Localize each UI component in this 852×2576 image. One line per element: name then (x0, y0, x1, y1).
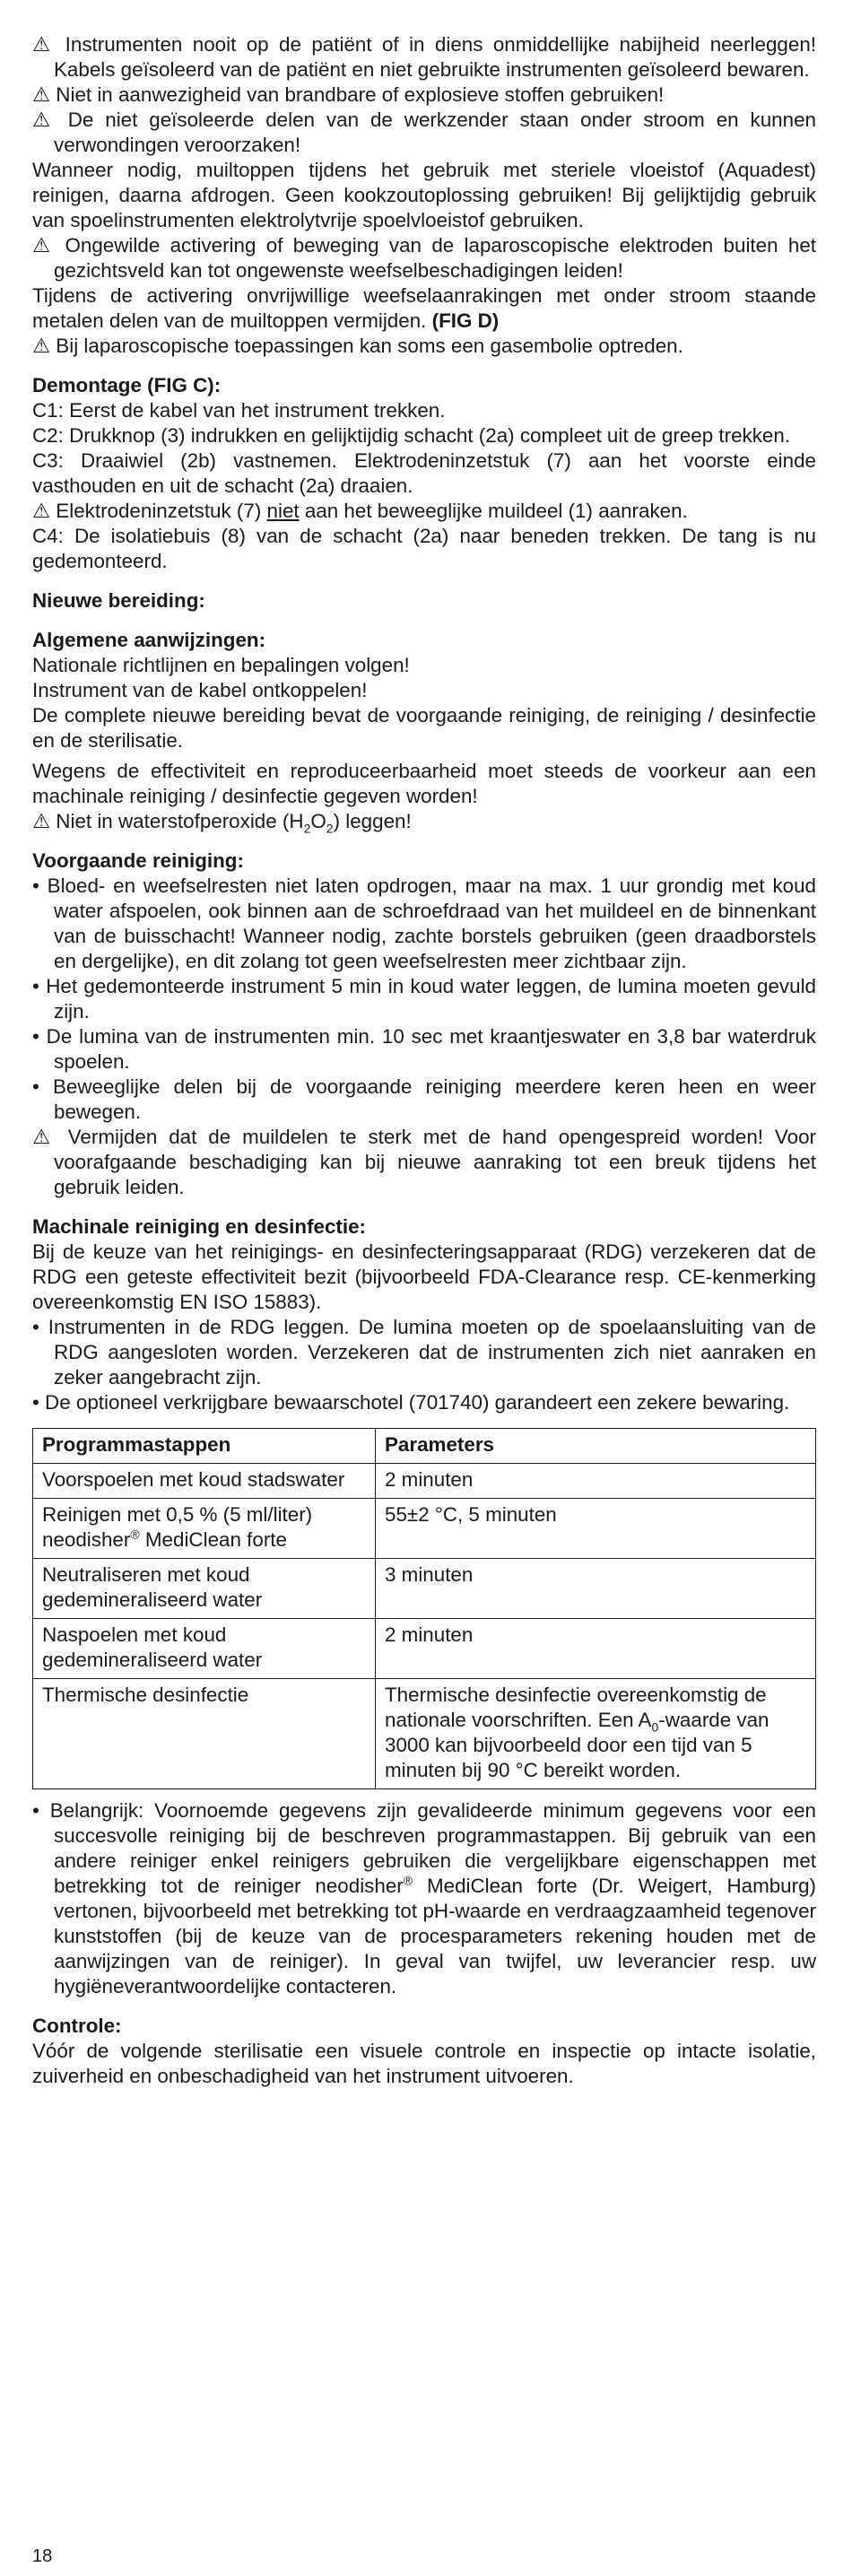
algemene-warning-peroxide (32, 809, 816, 834)
voorgaande-item-2: • Het gedemonteerde instrument 5 min in koud water leggen, de lumina moeten gevuld zijn. (32, 975, 816, 1023)
machinale-item-2: • De optioneel verkrijgbare bewaarschotel (701740) garandeert een zekere bewaring. (32, 1391, 790, 1414)
nieuwe-bereiding-heading: Nieuwe bereiding: (32, 589, 205, 612)
program-steps-table (32, 1428, 816, 1789)
cleaning-text-a: Reinigen met 0,5 % (5 ml/liter) neodisher (42, 1503, 313, 1551)
demontage-heading: Demontage (FIG C): (32, 374, 222, 396)
warning-flammable: ⚠ Niet in aanwezigheid van brandbare of explosieve stoffen gebruiken! (32, 83, 665, 106)
table-cell-step: Thermische desinfectie (33, 1679, 376, 1789)
fig-d-reference: (FIG D) (431, 309, 500, 332)
controle-heading: Controle: (32, 2015, 122, 2037)
manual-page (32, 32, 816, 2089)
peroxide-post: ) leggen! (333, 810, 412, 832)
table-cell-parameter: 55±2 °C, 5 minuten (376, 1499, 816, 1559)
voorgaande-item-1: • Bloed- en weefselresten niet laten opdrogen, maar na max. 1 uur grondig met koud water afspoelen, ook binnen aan de schroefdraad van het muildeel en de binnenkant van de buisschacht! Wanneer nodig, zachte borstels gebruiken (geen draadborstels en dergelijke), en dit zolang tot geen weefselresten meer zichtbaar zijn. (32, 875, 816, 972)
voorgaande-item-3: • De lumina van de instrumenten min. 10 sec met kraantjeswater en 3,8 bar waterdruk spoelen. (32, 1025, 816, 1073)
belangrijk-note (32, 1798, 816, 1999)
table-cell-parameter (376, 1679, 816, 1789)
paragraph-contact-text: Tijdens de activering onvrijwillige weefselaanrakingen met onder stroom staande metalen delen van de muiltoppen vermijden. (32, 284, 816, 332)
demontage-warning-underlined: niet (266, 500, 300, 522)
table-header-parameters: Parameters (376, 1429, 816, 1464)
table-row (33, 1559, 816, 1619)
voorgaande-heading: Voorgaande reiniging: (32, 849, 244, 872)
peroxide-sub-2: 2 (326, 821, 334, 836)
belangrijk-text-a: • Belangrijk: Voornoemde gegevens zijn gevalideerde minimum gegevens voor een succesvolle reiniging bij de beschreven programmastappen. Bij gebruik van een andere reiniger enkel reinigers gebruiken die vergelijkbare eigenschappen met betrekking tot de reiniger neodisher (32, 1799, 816, 1897)
peroxide-sub-1: 2 (303, 821, 311, 836)
a0-subscript: 0 (651, 1719, 659, 1735)
cleaning-text-b: MediClean forte (139, 1528, 287, 1551)
algemene-line-1: Nationale richtlijnen en bepalingen volgen! (32, 654, 410, 676)
machinale-intro: Bij de keuze van het reinigings- en desinfecteringsapparaat (RDG) verzekeren dat de RDG een geteste effectiviteit bezit (bijvoorbeeld FDA-Clearance resp. CE-kenmerking overeenkomstig EN ISO 15883). (32, 1240, 816, 1313)
demontage-step-c3: C3: Draaiwiel (2b) vastnemen. Elektrodeninzetstuk (7) aan het voorste einde vasthouden en uit de schacht (2a) draaien. (32, 449, 816, 497)
table-header-row (33, 1429, 816, 1464)
disinfection-text-a: Thermische desinfectie overeenkomstig de nationale voorschriften. Een A (385, 1684, 767, 1731)
belangrijk-text-b: MediClean forte (Dr. Weigert, Hamburg) vertonen, bijvoorbeeld met betrekking tot pH-waarde en verdraagzaamheid tegenover kunststoffen (bij de keuze van de procesparameters rekening houden met de aanwijzingen van de reiniger). In geval van twijfel, uw leverancier resp. uw hygiëneverantwoordelijke contacteren. (54, 1875, 816, 1997)
warning-instruments-placement: ⚠ Instrumenten nooit op de patiënt of in diens onmiddellijke nabijheid neerleggen! Kabels geïsoleerd van de patiënt en niet gebruikte instrumenten geïsoleerd bewaren. (32, 33, 816, 81)
paragraph-contact (32, 283, 816, 334)
warning-embolism: ⚠ Bij laparoscopische toepassingen kan soms een gasembolie optreden. (32, 335, 683, 357)
demontage-warning (32, 499, 816, 524)
voorgaande-item-4: • Beweeglijke delen bij de voorgaande reiniging meerdere keren heen en weer bewegen. (32, 1075, 816, 1123)
table-cell-parameter: 3 minuten (376, 1559, 816, 1619)
machinale-heading: Machinale reiniging en desinfectie: (32, 1215, 367, 1238)
table-cell-parameter: 2 minuten (376, 1619, 816, 1679)
table-row (33, 1679, 816, 1789)
warning-activation: ⚠ Ongewilde activering of beweging van de laparoscopische elektroden buiten het gezichtsveld kan tot ongewenste weefselbeschadigingen leiden! (32, 234, 816, 282)
page-number: 18 (32, 2546, 53, 2566)
algemene-heading: Algemene aanwijzingen: (32, 629, 266, 651)
table-row (33, 1464, 816, 1499)
warning-live-parts: ⚠ De niet geïsoleerde delen van de werkzender staan onder stroom en kunnen verwondingen veroorzaken! (32, 109, 816, 156)
table-cell-step: Neutraliseren met koud gedemineraliseerd water (33, 1559, 376, 1619)
table-cell-step (33, 1499, 376, 1559)
demontage-warning-post: aan het beweeglijke muildeel (1) aanraken. (299, 500, 688, 522)
demontage-warning-pre: ⚠ Elektrodeninzetstuk (7) (32, 500, 267, 522)
paragraph-rinse: Wanneer nodig, muiltoppen tijdens het gebruik met steriele vloeistof (Aquadest) reinigen, daarna afdrogen. Geen kookzoutoplossing gebruiken! Bij gelijktijdig gebruik van spoelinstrumenten elektrolytvrije spoelvloeistof gebruiken. (32, 159, 816, 231)
demontage-step-c4: C4: De isolatiebuis (8) van de schacht (2a) naar beneden trekken. De tang is nu gedemonteerd. (32, 525, 816, 572)
algemene-line-3: De complete nieuwe bereiding bevat de voorgaande reiniging, de reiniging / desinfectie en de sterilisatie. (32, 704, 816, 752)
registered-mark: ® (403, 1873, 413, 1888)
table-cell-step: Voorspoelen met koud stadswater (33, 1464, 376, 1499)
disinfection-text-b: -waarde van 3000 kan bijvoorbeeld door een tijd van 5 minuten bij 90 °C bereikt worden. (385, 1709, 769, 1781)
controle-text: Vóór de volgende sterilisatie een visuele controle en inspectie op intacte isolatie, zuiverheid en onbeschadigheid van het instrument uitvoeren. (32, 2040, 816, 2087)
machinale-item-1: • Instrumenten in de RDG leggen. De lumina moeten op de spoelaansluiting van de RDG aangesloten worden. Verzekeren dat de instrumenten zich niet aanraken en zeker aangebracht zijn. (32, 1316, 816, 1388)
peroxide-mid: O (310, 810, 326, 832)
demontage-step-c2: C2: Drukknop (3) indrukken en gelijktijdig schacht (2a) compleet uit de greep trekken. (32, 424, 791, 447)
peroxide-pre: ⚠ Niet in waterstofperoxide (H (32, 810, 304, 832)
demontage-step-c1: C1: Eerst de kabel van het instrument trekken. (32, 399, 446, 422)
registered-mark: ® (130, 1527, 140, 1542)
table-row (33, 1499, 816, 1559)
table-cell-parameter: 2 minuten (376, 1464, 816, 1499)
table-cell-step: Naspoelen met koud gedemineraliseerd water (33, 1619, 376, 1679)
table-row (33, 1619, 816, 1679)
table-header-steps: Programmastappen (33, 1429, 376, 1464)
algemene-line-4: Wegens de effectiviteit en reproduceerbaarheid moet steeds de voorkeur aan een machinale reiniging / desinfectie gegeven worden! (32, 760, 816, 807)
voorgaande-warning: ⚠ Vermijden dat de muildelen te sterk met de hand opengespreid worden! Voor voorafgaande beschadiging kan bij nieuwe aanraking tot een breuk tijdens het gebruik leiden. (32, 1126, 816, 1198)
algemene-line-2: Instrument van de kabel ontkoppelen! (32, 679, 368, 701)
